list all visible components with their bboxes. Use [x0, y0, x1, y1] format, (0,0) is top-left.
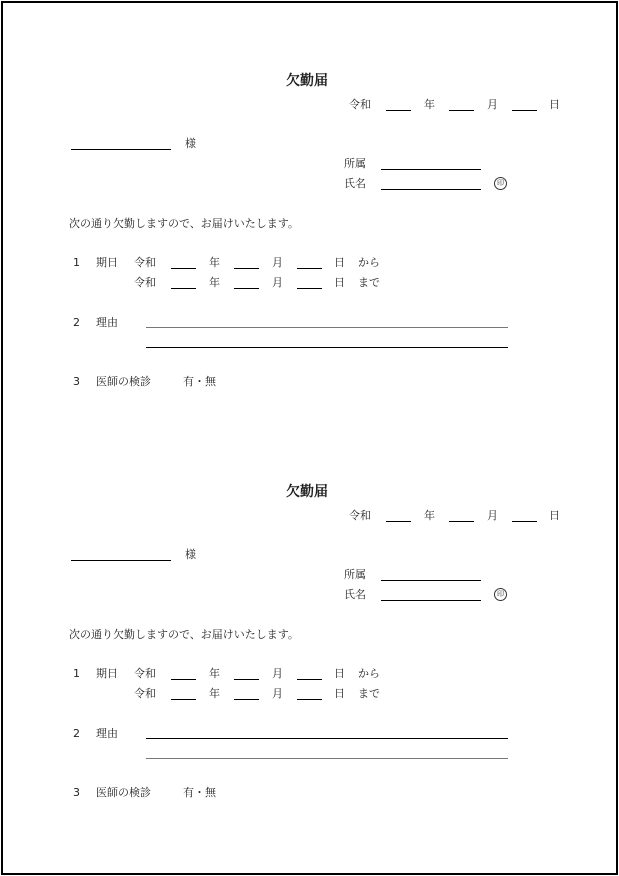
to-suffix: まで	[358, 276, 380, 289]
from-day-label: 日	[334, 667, 345, 680]
to-era: 令和	[134, 276, 156, 289]
from-era: 令和	[134, 256, 156, 269]
doctor-label: 医師の検診	[96, 786, 151, 799]
to-year-blank[interactable]	[171, 699, 196, 700]
seal-mark: 印	[494, 588, 507, 601]
addressee-blank[interactable]	[71, 560, 171, 561]
to-day-label: 日	[334, 687, 345, 700]
date-era: 令和	[349, 509, 371, 522]
to-suffix: まで	[358, 687, 380, 700]
reason-number: 2	[73, 316, 80, 329]
reason-line-1[interactable]	[146, 738, 508, 739]
affiliation-label: 所属	[344, 157, 366, 170]
reason-label: 理由	[96, 316, 118, 329]
to-month-label: 月	[272, 276, 283, 289]
doctor-label: 医師の検診	[96, 375, 151, 388]
date-day-blank[interactable]	[512, 110, 537, 111]
addressee-blank[interactable]	[71, 149, 171, 150]
to-day-blank[interactable]	[297, 699, 322, 700]
to-month-blank[interactable]	[234, 699, 259, 700]
date-day-label: 日	[549, 98, 560, 111]
intro-text: 次の通り欠勤しますので、お届けいたします。	[69, 628, 299, 641]
doctor-options[interactable]: 有・無	[183, 786, 216, 799]
to-month-blank[interactable]	[234, 288, 259, 289]
reason-line-1[interactable]	[146, 327, 508, 328]
from-month-label: 月	[272, 667, 283, 680]
doctor-number: 3	[73, 375, 80, 388]
reason-line-2[interactable]	[146, 347, 508, 348]
from-suffix: から	[358, 667, 380, 680]
to-day-blank[interactable]	[297, 288, 322, 289]
affiliation-blank[interactable]	[381, 580, 481, 581]
date-day-blank[interactable]	[512, 521, 537, 522]
date-month-label: 月	[487, 98, 498, 111]
reason-label: 理由	[96, 727, 118, 740]
affiliation-label: 所属	[344, 568, 366, 581]
affiliation-blank[interactable]	[381, 169, 481, 170]
name-blank[interactable]	[381, 600, 481, 601]
name-label: 氏名	[344, 177, 366, 190]
period-number: 1	[73, 256, 80, 269]
seal-mark: 印	[494, 177, 507, 190]
to-year-blank[interactable]	[171, 288, 196, 289]
to-day-label: 日	[334, 276, 345, 289]
date-month-blank[interactable]	[449, 110, 474, 111]
date-month-blank[interactable]	[449, 521, 474, 522]
from-year-label: 年	[209, 256, 220, 269]
period-label: 期日	[96, 256, 118, 269]
to-year-label: 年	[209, 276, 220, 289]
form-title: 欠勤届	[286, 73, 328, 89]
name-blank[interactable]	[381, 189, 481, 190]
absence-form-2	[3, 414, 616, 814]
intro-text: 次の通り欠勤しますので、お届けいたします。	[69, 217, 299, 230]
reason-line-2[interactable]	[146, 758, 508, 759]
name-label: 氏名	[344, 588, 366, 601]
document-page	[1, 1, 618, 875]
doctor-options[interactable]: 有・無	[183, 375, 216, 388]
to-year-label: 年	[209, 687, 220, 700]
period-number: 1	[73, 667, 80, 680]
date-year-label: 年	[424, 509, 435, 522]
from-day-blank[interactable]	[297, 268, 322, 269]
from-month-label: 月	[272, 256, 283, 269]
from-era: 令和	[134, 667, 156, 680]
from-day-blank[interactable]	[297, 679, 322, 680]
from-year-blank[interactable]	[171, 268, 196, 269]
from-month-blank[interactable]	[234, 268, 259, 269]
to-month-label: 月	[272, 687, 283, 700]
date-month-label: 月	[487, 509, 498, 522]
date-day-label: 日	[549, 509, 560, 522]
to-era: 令和	[134, 687, 156, 700]
doctor-number: 3	[73, 786, 80, 799]
addressee-suffix: 様	[185, 137, 196, 150]
from-month-blank[interactable]	[234, 679, 259, 680]
form-title: 欠勤届	[286, 484, 328, 500]
period-label: 期日	[96, 667, 118, 680]
from-year-blank[interactable]	[171, 679, 196, 680]
date-era: 令和	[349, 98, 371, 111]
addressee-suffix: 様	[185, 548, 196, 561]
from-year-label: 年	[209, 667, 220, 680]
date-year-blank[interactable]	[386, 521, 411, 522]
from-day-label: 日	[334, 256, 345, 269]
from-suffix: から	[358, 256, 380, 269]
date-year-label: 年	[424, 98, 435, 111]
absence-form-1	[3, 3, 616, 403]
date-year-blank[interactable]	[386, 110, 411, 111]
reason-number: 2	[73, 727, 80, 740]
